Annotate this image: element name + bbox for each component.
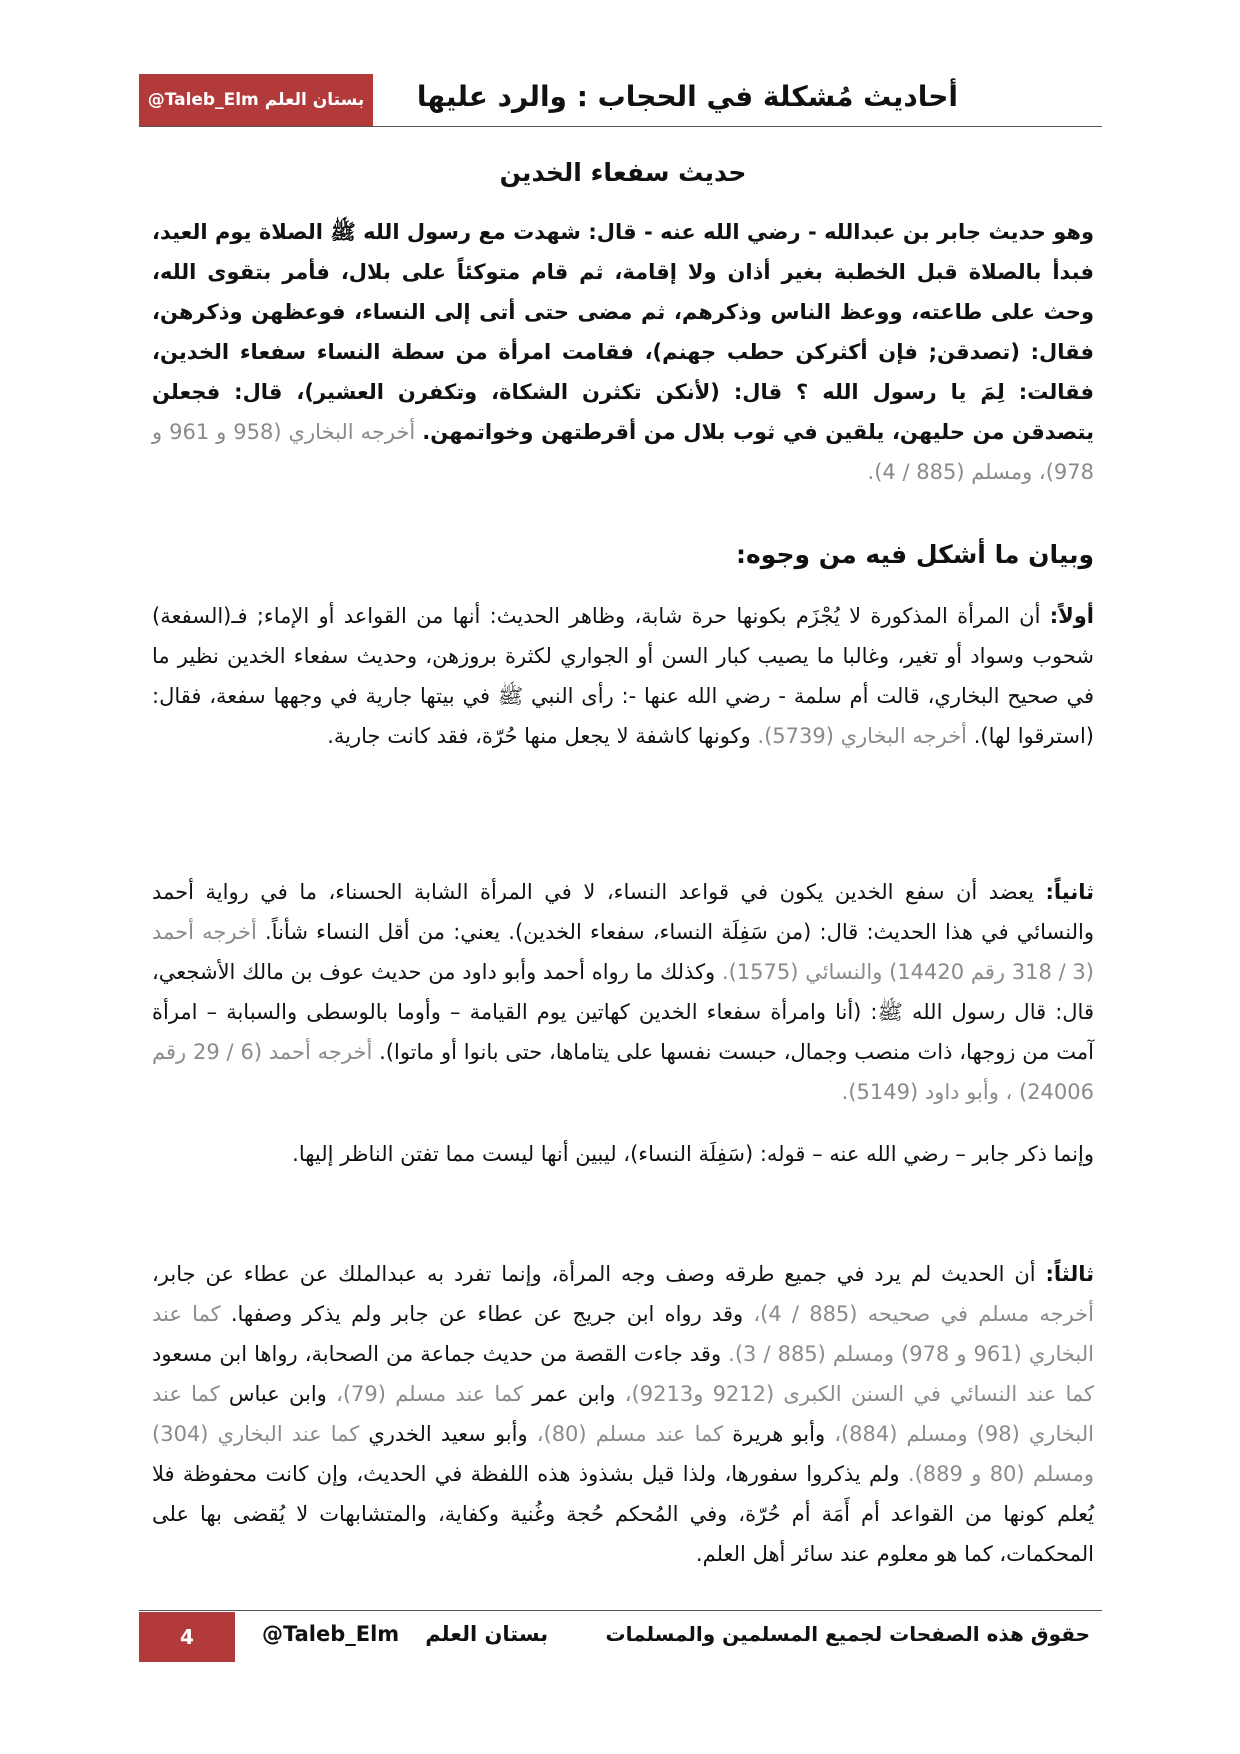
section-title: حديث سفعاء الخدين bbox=[499, 158, 747, 187]
point-first-text-2: وكونها كاشفة لا يجعل منها حُرّة، فقد كانت جارية. bbox=[327, 724, 751, 748]
point-second-text: يعضد أن سفع الخدين يكون في قواعد النساء، لا في المرأة الشابة الحسناء، ما في رواية أحمد والنسائي في هذا الحديث: قال: (من سَفِلَة النساء، سفعاء الخدين). يعني: من أقل النساء شأناً. bbox=[152, 880, 1094, 944]
footer-brand-handle: @Taleb_Elm bbox=[262, 1622, 400, 1646]
point-third-source-1: أخرجه مسلم في صحيحه (885 / 4)، bbox=[753, 1302, 1094, 1326]
point-third-text-3: وقد جاءت القصة من حديث جماعة من الصحابة، رواها ابن مسعود bbox=[152, 1342, 722, 1366]
hadith-paragraph bbox=[152, 212, 1094, 492]
point-second bbox=[152, 872, 1094, 1112]
point-third-text-4: وابن عمر bbox=[532, 1382, 616, 1406]
header-divider bbox=[139, 126, 1102, 127]
point-third-text-6: وأبو هريرة bbox=[732, 1422, 826, 1446]
point-first bbox=[152, 596, 1094, 756]
point-first-label: أولاً: bbox=[1049, 604, 1094, 628]
point-third-text-2: وقد رواه ابن جريج عن عطاء عن جابر ولم يذكر وصفها. bbox=[230, 1302, 744, 1326]
page-number: 4 bbox=[180, 1625, 194, 1649]
point-third-text-1: أن الحديث لم يرد في جميع طرقه وصف وجه المرأة، وإنما تفرد به عبدالملك عن عطاء عن جابر، bbox=[152, 1262, 1036, 1286]
header-brand-badge bbox=[139, 74, 373, 126]
footer-rights: حقوق هذه الصفحات لجميع المسلمين والمسلمات bbox=[605, 1622, 1090, 1646]
point-second-source-1: أخرجه أحمد (3 / 318 رقم 14420) والنسائي (1575). bbox=[152, 920, 1094, 984]
footer-brand bbox=[262, 1622, 548, 1646]
header-brand-handle: @Taleb_Elm bbox=[147, 90, 259, 110]
point-third-source-2: كما عند البخاري (961 و 978) ومسلم (885 / 3). bbox=[152, 1302, 1094, 1366]
point-third-text-5: وابن عباس bbox=[228, 1382, 327, 1406]
page-number-badge bbox=[139, 1612, 235, 1662]
point-third-source-6: كما عند مسلم (80)، bbox=[536, 1422, 724, 1446]
point-third-source-5: كما عند البخاري (98) ومسلم (884)، bbox=[152, 1382, 1094, 1446]
point-third bbox=[152, 1254, 1094, 1574]
hadith-source: أخرجه البخاري (958 و 961 و 978)، ومسلم (885 / 4). bbox=[152, 420, 1094, 484]
header-brand-name: بستان العلم bbox=[264, 90, 365, 110]
footer-divider bbox=[139, 1610, 1102, 1611]
footer-brand-name: بستان العلم bbox=[425, 1622, 549, 1646]
point-second-note: وإنما ذكر جابر – رضي الله عنه – قوله: (سَفِلَة النساء)، ليبين أنها ليست مما تفتن الناظر إليها. bbox=[292, 1142, 1094, 1166]
point-second-label: ثانياً: bbox=[1045, 880, 1094, 904]
point-first-text: أن المرأة المذكورة لا يُجْزَم بكونها حرة شابة، وظاهر الحديث: أنها من القواعد أو الإماء; فـ(السفعة) شحوب وسواد أو تغير، وغالبا ما يصيب كبار السن أو الجواري لكثرة بروزهن، وحديث سفعاء الخدين نظير ما في صحيح البخاري، قالت أم سلمة - رضي الله عنها -: رأى النبي ﷺ في بيتها جارية في وجهها سفعة، فقال: (استرقوا لها). bbox=[152, 604, 1094, 748]
header-title: أحاديث مُشكلة في الحجاب : والرد عليها bbox=[416, 80, 958, 113]
point-third-source-4: كما عند مسلم (79)، bbox=[336, 1382, 523, 1406]
point-third-source-7: كما عند البخاري (304) ومسلم (80 و 889). bbox=[152, 1422, 1094, 1486]
hadith-text: وهو حديث جابر بن عبدالله - رضي الله عنه - قال: شهدت مع رسول الله ﷺ الصلاة يوم العيد، فبدأ بالصلاة قبل الخطبة بغير أذان ولا إقامة، ثم قام متوكئاً على بلال، فأمر بتقوى الله، وحث على طاعته، ووعظ الناس وذكرهم، ثم مضى حتى أتى إلى النساء، فوعظهن وذكرهن، فقال: (تصدقن; فإن أكثركن حطب جهنم)، فقامت امرأة من سطة النساء سفعاء الخدين، فقالت: لِمَ يا رسول الله ؟ قال: (لأنكن تكثرن الشكاة، وتكفرن العشير)، قال: فجعلن يتصدقن من حليهن، يلقين في ثوب بلال من أقرطتهن وخواتمهن. bbox=[152, 220, 1094, 444]
point-third-source-3: كما عند النسائي في السنن الكبرى (9212 و9213)، bbox=[624, 1382, 1095, 1406]
point-first-source: أخرجه البخاري (5739). bbox=[757, 724, 968, 748]
point-third-label: ثالثاً: bbox=[1045, 1262, 1094, 1286]
point-second-source-2: أخرجه أحمد (6 / 29 رقم 24006) ، وأبو داود (5149). bbox=[152, 1040, 1094, 1104]
point-third-text-7: وأبو سعيد الخدري bbox=[368, 1422, 528, 1446]
point-third-text-8: ولم يذكروا سفورها، ولذا قيل بشذوذ هذه اللفظة في الحديث، وإن كانت محفوظة فلا يُعلم كونها من القواعد أم أَمَة أم حُرّة، وفي المُحكم حُجة وغُنية وكفاية، والمتشابهات لا يُقضى بها على المحكمات، كما هو معلوم عند سائر أهل العلم. bbox=[152, 1462, 1094, 1566]
intro-heading: وبيان ما أشكل فيه من وجوه: bbox=[736, 540, 1094, 569]
point-second-text-2: وكذلك ما رواه أحمد وأبو داود من حديث عوف بن مالك الأشجعي، قال: قال رسول الله ﷺ: (أنا وامرأة سفعاء الخدين كهاتين يوم القيامة – وأوما بالوسطى والسبابة – امرأة آمت من زوجها، ذات منصب وجمال، حبست نفسها على يتاماها، حتى بانوا أو ماتوا). bbox=[152, 960, 1094, 1064]
